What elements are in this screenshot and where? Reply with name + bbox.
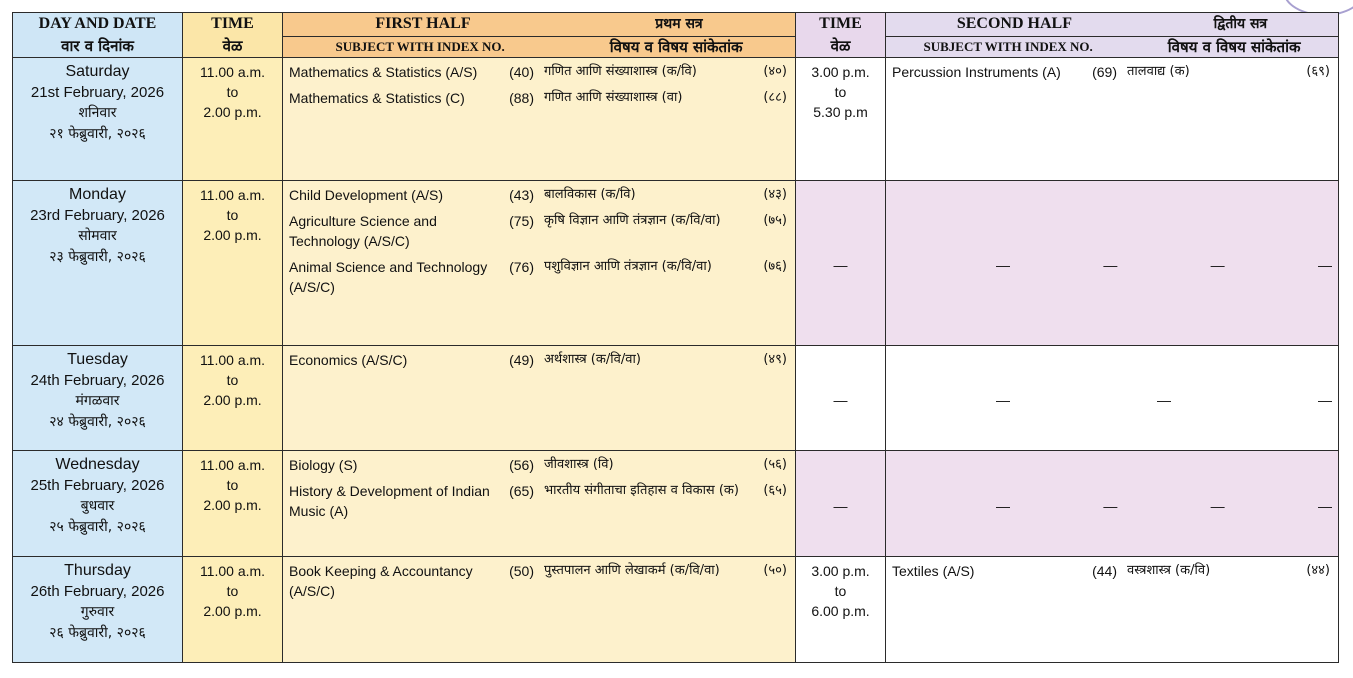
table-row [13, 557, 1339, 663]
time-to: 2.00 p.m. [203, 497, 262, 513]
second-half-cell [886, 346, 1339, 451]
day-en: Wednesday [55, 456, 140, 473]
header-second-subject [886, 36, 1339, 57]
subject-mr: कृषि विज्ञान आणि तंत्रज्ञान (क/वि/वा) [544, 213, 721, 228]
subject-index: (65) [509, 483, 534, 499]
date-en: 26th February, 2026 [30, 583, 165, 600]
table-row [13, 451, 1339, 557]
subject-index: (50) [509, 563, 534, 579]
first-half-cell [283, 346, 796, 451]
time2-from: 3.00 p.m. [811, 563, 870, 579]
header-second-subject-mr: विषय व विषय सांकेतांक [1167, 37, 1301, 56]
date-mr: २६ फेब्रुवारी, २०२६ [49, 625, 146, 641]
day-en: Tuesday [67, 351, 128, 368]
subject-en: Textiles (A/S) [892, 563, 975, 579]
subject-index: (49) [509, 352, 534, 368]
subject-entry [886, 62, 1338, 82]
date-en: 23rd February, 2026 [30, 207, 165, 224]
subject-entry [283, 481, 795, 521]
second-half-cell [886, 451, 1339, 557]
time-from: 11.00 a.m. [199, 64, 266, 80]
header-time-first [183, 13, 283, 58]
subject-index-mr: (४३) [763, 187, 787, 202]
date-mr: २४ फेब्रुवारी, २०२६ [49, 414, 146, 430]
header-day-date-en: DAY AND DATE [38, 15, 157, 32]
time2-to: 5.30 p.m [813, 104, 868, 120]
subject-entry [283, 211, 795, 251]
subject-mr: तालवाद्य (क) [1127, 64, 1190, 79]
header-time-first-en: TIME [211, 15, 254, 32]
day-mr: बुधवार [80, 498, 115, 514]
time-from: 11.00 a.m. [199, 352, 266, 368]
date-mr: २३ फेब्रुवारी, २०२६ [49, 249, 146, 265]
header-time-second-en: TIME [819, 15, 862, 32]
subject-index-mr: (७६) [763, 259, 787, 274]
header-time-second-mr: वेळ [830, 37, 851, 55]
subject-entry [283, 455, 795, 475]
date-mr: २५ फेब्रुवारी, २०२६ [49, 519, 146, 535]
dash-mark: — [1210, 497, 1225, 514]
subject-entry [886, 561, 1338, 581]
dash-mark: — [1103, 257, 1118, 273]
dash-mark: — [1317, 497, 1332, 514]
header-first-subject [283, 36, 796, 57]
subject-entry [283, 561, 795, 601]
subject-index: (43) [509, 187, 534, 203]
dash-mark: — [1157, 392, 1171, 408]
subject-index: (88) [509, 90, 534, 106]
subject-index-mr: (४९) [763, 352, 787, 367]
time-second-cell [796, 58, 886, 181]
day-en: Saturday [65, 63, 130, 80]
header-day-date-mr: वार व दिनांक [61, 37, 134, 55]
subject-index-mr: (४०) [763, 64, 787, 79]
date-en: 24th February, 2026 [30, 372, 165, 389]
dash-mark: — [1317, 257, 1332, 273]
header-time-first-mr: वेळ [222, 37, 243, 55]
date-mr: २१ फेब्रुवारी, २०२६ [49, 126, 146, 142]
second-half-cell [886, 181, 1339, 346]
day-mr: मंगळवार [75, 393, 120, 409]
dash-mark: — [1318, 392, 1332, 408]
dash-mark: — [833, 392, 848, 408]
second-half-cell [886, 557, 1339, 663]
time-to-word: to [226, 207, 239, 223]
dash-mark: — [996, 497, 1010, 514]
subject-mr: अर्थशास्त्र (क/वि/वा) [544, 352, 641, 367]
time-first-cell [183, 181, 283, 346]
subject-en: Biology (S) [289, 457, 358, 473]
first-half-cell [283, 557, 796, 663]
subject-index-mr: (५०) [763, 563, 787, 578]
date-cell [13, 58, 183, 181]
exam-timetable [12, 12, 1339, 663]
header-first-half-en: FIRST HALF [375, 15, 471, 32]
time-to-word: to [226, 372, 239, 388]
subject-entry [283, 257, 795, 297]
time-to: 2.00 p.m. [203, 603, 262, 619]
subject-index: (56) [509, 457, 534, 473]
time-second-cell [796, 181, 886, 346]
time-second-cell [796, 557, 886, 663]
time-from: 11.00 a.m. [199, 563, 266, 579]
time-to-word: to [226, 583, 239, 599]
subject-mr: पुस्तपालन आणि लेखाकर्म (क/वि/वा) [544, 563, 720, 578]
subject-mr: जीवशास्त्र (वि) [544, 457, 614, 472]
header-second-half-mr: द्वितीय सत्र [1213, 16, 1268, 32]
subject-en: Economics (A/S/C) [289, 352, 408, 368]
table-row [13, 346, 1339, 451]
subject-en: Percussion Instruments (A) [892, 64, 1061, 80]
time2-from: 3.00 p.m. [811, 64, 870, 80]
first-half-cell [283, 181, 796, 346]
subject-entry [283, 350, 795, 370]
dash-mark: — [833, 257, 848, 273]
subject-entry [283, 62, 795, 82]
header-first-half-mr: प्रथम सत्र [655, 16, 703, 32]
subject-en: Book Keeping & Accountancy (A/S/C) [289, 563, 473, 599]
subject-mr: पशुविज्ञान आणि तंत्रज्ञान (क/वि/वा) [544, 259, 712, 274]
time-first-cell [183, 58, 283, 181]
subject-index: (44) [1092, 563, 1117, 579]
subject-entry [283, 185, 795, 205]
time-to: 2.00 p.m. [203, 227, 262, 243]
first-half-cell [283, 58, 796, 181]
subject-index-mr: (६९) [1306, 64, 1330, 79]
subject-index-mr: (६५) [763, 483, 787, 498]
date-en: 25th February, 2026 [30, 477, 165, 494]
time-first-cell [183, 451, 283, 557]
subject-index: (40) [509, 64, 534, 80]
date-cell [13, 557, 183, 663]
time2-to-word: to [834, 84, 847, 100]
date-cell [13, 181, 183, 346]
time-to-word: to [226, 477, 239, 493]
subject-index: (75) [509, 213, 534, 229]
dash-mark: — [833, 497, 848, 514]
date-cell [13, 451, 183, 557]
subject-mr: वस्त्रशास्त्र (क/वि) [1127, 563, 1211, 578]
subject-index: (76) [509, 259, 534, 275]
header-time-second [796, 13, 886, 58]
day-en: Monday [69, 186, 126, 203]
day-mr: सोमवार [78, 228, 117, 244]
second-half-cell [886, 58, 1339, 181]
dash-mark: — [996, 392, 1010, 408]
day-mr: गुरुवार [80, 604, 115, 620]
time-first-cell [183, 346, 283, 451]
dash-mark: — [1103, 497, 1118, 514]
time-first-cell [183, 557, 283, 663]
dash-mark: — [996, 257, 1010, 273]
header-first-subject-en: SUBJECT WITH INDEX NO. [335, 38, 505, 54]
header-first-subject-mr: विषय व विषय सांकेतांक [609, 37, 743, 56]
subject-en: Mathematics & Statistics (C) [289, 90, 465, 106]
day-en: Thursday [64, 562, 131, 579]
time-second-cell [796, 451, 886, 557]
date-en: 21st February, 2026 [30, 84, 165, 101]
time-to: 2.00 p.m. [203, 104, 262, 120]
subject-en: Animal Science and Technology (A/S/C) [289, 259, 488, 295]
dash-mark: — [1210, 257, 1225, 273]
subject-index-mr: (४४) [1306, 563, 1330, 578]
subject-en: Mathematics & Statistics (A/S) [289, 64, 478, 80]
subject-mr: गणित आणि संख्याशास्त्र (क/वि) [544, 64, 697, 79]
subject-mr: गणित आणि संख्याशास्त्र (वा) [544, 90, 683, 105]
subject-en: History & Development of Indian Music (A) [289, 483, 490, 519]
subject-en: Child Development (A/S) [289, 187, 444, 203]
subject-index-mr: (८८) [763, 90, 787, 105]
subject-en: Agriculture Science and Technology (A/S/C) [289, 213, 437, 249]
table-row [13, 58, 1339, 181]
time-second-cell [796, 346, 886, 451]
day-mr: शनिवार [78, 105, 117, 121]
header-day-date [13, 13, 183, 58]
header-second-half [886, 13, 1339, 37]
subject-mr: बालविकास (क/वि) [544, 187, 636, 202]
date-cell [13, 346, 183, 451]
time-to: 2.00 p.m. [203, 392, 262, 408]
subject-index: (69) [1092, 64, 1117, 80]
time2-to: 6.00 p.m. [811, 603, 870, 619]
first-half-cell [283, 451, 796, 557]
time2-to-word: to [834, 583, 847, 599]
time-to-word: to [226, 84, 239, 100]
header-second-half-en: SECOND HALF [956, 15, 1072, 32]
time-from: 11.00 a.m. [199, 457, 266, 473]
subject-index-mr: (५६) [763, 457, 787, 472]
header-second-subject-en: SUBJECT WITH INDEX NO. [923, 38, 1093, 54]
table-row [13, 181, 1339, 346]
header-first-half [283, 13, 796, 37]
subject-entry [283, 88, 795, 108]
time-from: 11.00 a.m. [199, 187, 266, 203]
subject-index-mr: (७५) [763, 213, 787, 228]
subject-mr: भारतीय संगीताचा इतिहास व विकास (क) [544, 483, 739, 498]
